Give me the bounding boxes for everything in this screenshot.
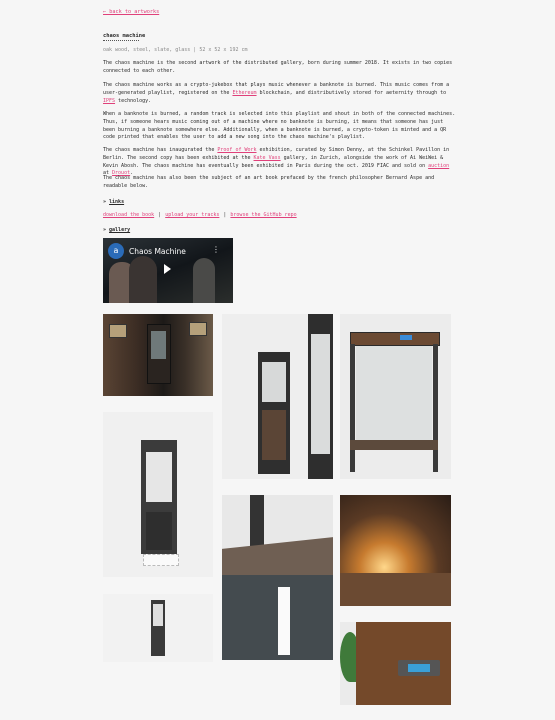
glass-panel (262, 362, 286, 402)
link-separator: | (158, 212, 162, 218)
paragraph-jukebox-text-c: technology. (115, 97, 152, 104)
drouot-link[interactable]: Drouot (112, 170, 131, 177)
paragraph-jukebox-text-b: blockchain, and distributively stored for aeternity through to (256, 89, 447, 96)
artwork-meta: oak wood, steel, slate, glass | 52 x 52 x 192 cm (103, 47, 248, 53)
video-thumbnail-figure (129, 256, 157, 303)
kate-vass-link[interactable]: Kate Vass (253, 154, 281, 161)
paragraph-jukebox (103, 82, 458, 105)
gallery-photo-machine-detail-receipt[interactable] (222, 495, 333, 660)
gallery-photo-burning-banknote[interactable] (340, 495, 451, 606)
more-options-icon[interactable]: ⋮ (212, 245, 220, 254)
receipt-paper (143, 554, 179, 566)
paragraph-burning-text: When a banknote is burned, a random track is selected into this playlist and shout in both of the connected machines. Thus, if someone hears music coming out of a machine where no banknote is burning, it means that someone has just been burning a banknote somewhere else. Additionally, when a banknote is burned, a crypto-token is minted and a QR code printed that enables the user to add a new song into the chaos machine's playlist. (103, 111, 456, 141)
video-thumbnail-figure (193, 258, 215, 303)
gallery-photo-machine-glass-case[interactable] (340, 314, 451, 479)
machine-case (147, 324, 171, 384)
gallery-photo-exhibition-room[interactable] (103, 314, 213, 396)
gallery-photo-machine-side-view[interactable] (222, 314, 333, 479)
gallery-photo-machine-full-view[interactable] (103, 412, 213, 577)
paragraph-exhibitions (103, 147, 458, 178)
gallery-photo-machine-small-view[interactable] (103, 594, 213, 662)
picture-frame (189, 322, 207, 336)
back-to-artworks-link[interactable]: ← back to artworks (103, 9, 160, 15)
glass-panel (356, 346, 432, 442)
picture-frame (109, 324, 127, 338)
paragraph-exhibitions-text-c: gallery, in Zurich, alongside the work of Ai WeiWei & Kevin Abosh. The chaos machine has eventually been exhibited in Paris during the oct. 2019 FIAC and sold on (103, 154, 444, 169)
gallery-photo-machine-lcd-panel[interactable] (340, 622, 451, 705)
paragraph-book-text: The chaos machine has also been the subject of an art book prefaced by the french philosopher Bernard Aspe and readable below. (103, 175, 435, 189)
video-title[interactable]: Chaos Machine (129, 247, 186, 256)
machine-column (258, 352, 290, 474)
wood-rim (340, 573, 451, 606)
paragraph-book (103, 175, 458, 191)
links-row (103, 212, 297, 218)
paragraph-burning (103, 111, 458, 142)
download-book-link[interactable]: download the book (103, 212, 155, 218)
page-title: chaos machine (103, 33, 146, 39)
links-heading-label: links (109, 199, 125, 205)
gallery-heading-prefix: » (103, 227, 110, 233)
paragraph-exhibitions-text-d: at (103, 170, 113, 177)
wood-top (350, 332, 440, 346)
glass-panel (153, 604, 163, 626)
paragraph-intro-text: The chaos machine is the second artwork of the distributed gallery, born during summer 2018. It exists in two copies connected to each other. (103, 60, 453, 74)
links-heading-prefix: » (103, 199, 110, 205)
video-embed[interactable] (103, 238, 233, 303)
glass-panel (151, 331, 166, 359)
paragraph-exhibitions-text-b: exhibition, curated by Simon Denny, at the Schinkel Pavillon in Berlin. The second copy has been exhibited at the (103, 147, 450, 161)
github-repo-link[interactable]: browse the GitHub repo (230, 212, 297, 218)
paragraph-jukebox-text-a: The chaos machine works as a crypto-jukebox that plays music whenever a banknote is burned. This music comes from a user-generated playlist, registered on the (103, 82, 450, 96)
receipt-paper (278, 587, 290, 655)
glass-panel (146, 452, 172, 502)
steel-leg (433, 344, 438, 472)
play-icon[interactable] (164, 264, 171, 274)
ipfs-link[interactable]: IPFS (103, 97, 116, 104)
gallery-heading (103, 227, 130, 233)
machine-base (146, 512, 172, 550)
wood-base (350, 440, 438, 450)
auction-link[interactable]: auction (428, 162, 450, 169)
link-separator: | (223, 212, 227, 218)
channel-avatar[interactable]: a (108, 243, 124, 259)
ethereum-link[interactable]: Ethereum (232, 89, 257, 96)
machine-column (308, 314, 333, 479)
proof-of-work-link[interactable]: Proof of Work (217, 147, 257, 153)
paragraph-exhibitions-text-e: . (130, 170, 134, 177)
upload-tracks-link[interactable]: upload your tracks (165, 212, 220, 218)
title-underline (103, 40, 139, 41)
machine-case (350, 332, 438, 472)
machine-column (141, 440, 177, 554)
paragraph-intro (103, 60, 458, 76)
wood-panel (262, 410, 286, 460)
lcd-screen (408, 664, 430, 672)
steel-leg (350, 344, 355, 472)
links-heading (103, 199, 124, 205)
glass-panel (311, 334, 330, 454)
lcd-screen (400, 335, 412, 340)
gallery-heading-label: gallery (109, 227, 131, 233)
paragraph-exhibitions-text-a: The chaos machine has inaugurated the (103, 147, 218, 153)
